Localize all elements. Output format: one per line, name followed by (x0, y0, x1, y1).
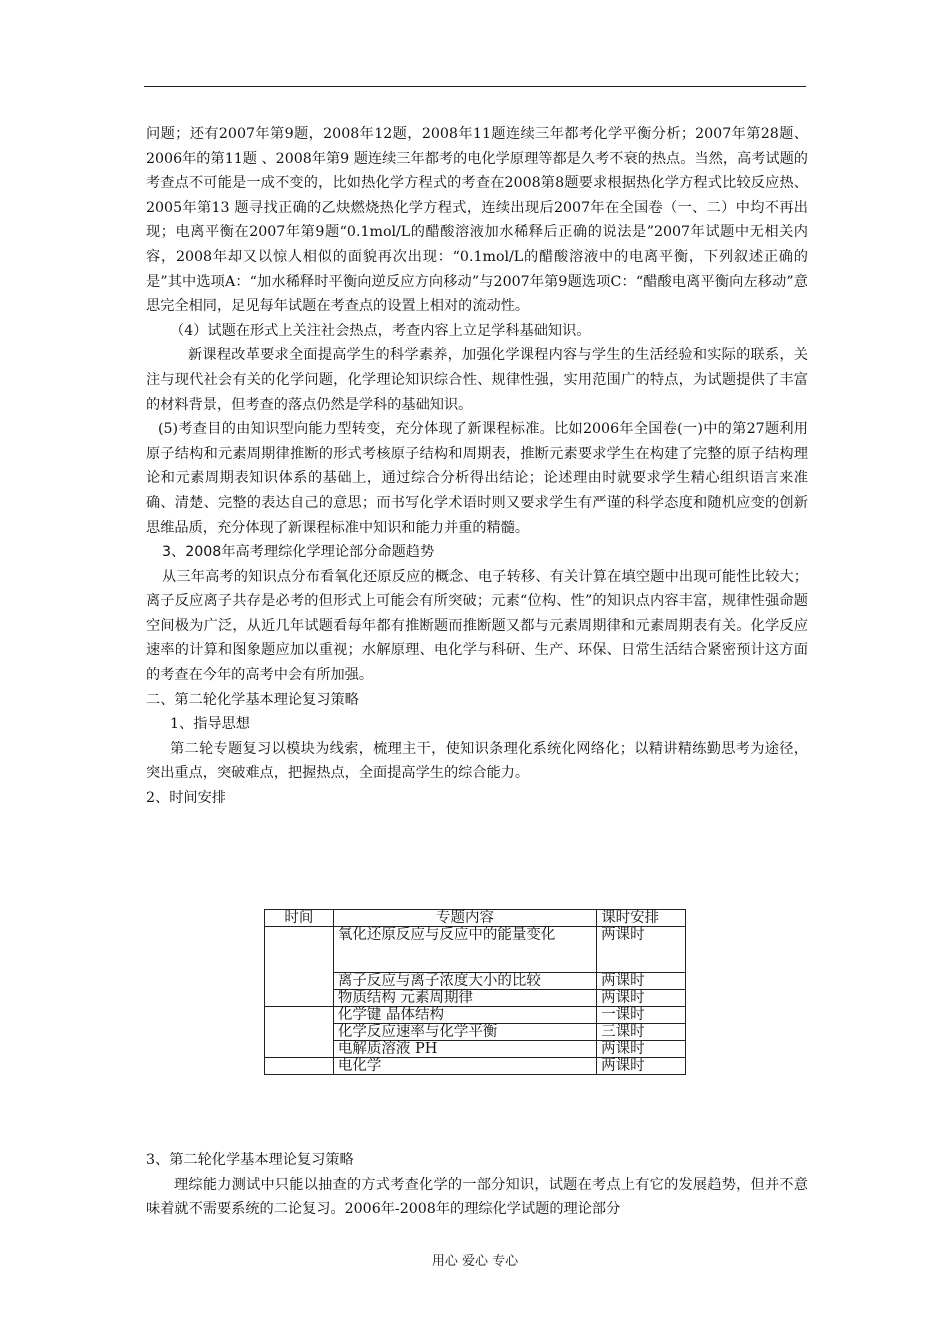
hours-cell: 三课时 (597, 1024, 686, 1041)
topic-cell: 离子反应与离子浓度大小的比较 (333, 973, 596, 990)
topic-cell: 化学键 晶体结构 (333, 1007, 596, 1024)
trend-body: 从三年高考的知识点分布看氧化还原反应的概念、电子转移、有关计算在填空题中出现可能性比较大；离子反应离子共存是必考的但形式上可能会有所突破；元素“位构、性”的知识点内容丰富，规律性强命题空间极为广泛，从近几年试题看每年都有推断题而推断题又都与元素周期律和元素周期表有关。化学反应速率的计算和图象题应加以重视；水解原理、电化学与科研、生产、环保、日常生活结合紧密预计这方面的考查在今年的高考中会有所加强。 (146, 568, 808, 684)
guiding-idea-body: 第二轮专题复习以模块为线索，梳理主干，使知识条理化系统化网络化；以精讲精练勤思考为途径，突出重点，突破难点，把握热点，全面提高学生的综合能力。 (146, 740, 808, 782)
section-3 (146, 1148, 808, 1222)
topic-cell: 电化学 (333, 1058, 596, 1075)
trend-heading: 3、2008年高考理综化学理论部分命题趋势 (162, 544, 435, 561)
time-cell (265, 927, 334, 1007)
topic-cell: 化学反应速率与化学平衡 (333, 1024, 596, 1041)
section-3-body: 理综能力测试中只能以抽查的方式考查化学的一部分知识，试题在考点上有它的发展趋势，但并不意味着就不需要系统的二论复习。2006年-2008年的理综化学试题的理论部分 (146, 1176, 808, 1218)
point-4-heading: （4）试题在形式上关注社会热点，考查内容上立足学科基础知识。 (170, 322, 591, 339)
hours-cell: 两课时 (597, 1058, 686, 1075)
guiding-idea-heading: 1、指导思想 (170, 716, 250, 733)
schedule-table (264, 909, 686, 1075)
point-4-body: 新课程改革要求全面提高学生的科学素养，加强化学课程内容与学生的生活经验和实际的联系，关注与现代社会有关的化学问题，化学理论知识综合性、规律性强，实用范围广的特点，为试题提供了丰富的材料背景，但考查的落点仍然是学科的基础知识。 (146, 347, 808, 413)
hours-cell: 两课时 (597, 927, 686, 973)
header-hours: 课时安排 (597, 910, 686, 927)
table-row (265, 1007, 686, 1024)
time-cell (265, 1007, 334, 1058)
header-rule (144, 86, 806, 87)
topic-cell: 物质结构 元素周期律 (333, 990, 596, 1007)
schedule-heading: 2、时间安排 (146, 790, 226, 807)
table-header-row (265, 910, 686, 927)
document-body (146, 122, 808, 811)
hours-cell: 两课时 (597, 990, 686, 1007)
hours-cell: 两课时 (597, 973, 686, 990)
page-footer: 用心 爱心 专心 (431, 1254, 519, 1269)
paragraph-continuation: 问题；还有2007年第9题，2008年12题，2008年11题连续三年都考化学平衡分析；2007年第28题、2006年的第11题 、2008年第9 题连续三年都考的电化学原理等都是久考不衰的热点。当然，高考试题的考查点不可能是一成不变的，比如热化学方程式的考查在2008第8题要求根据热化学方程式比较反应热、2005年第13 题寻找正确的乙炔燃烧热化学方程式，连续出现后2007年在全国卷（一、二）中均不再出现；电离平衡在2007年第9题“0.1mol/L的醋酸溶液加水稀释后正确的说法是”2007年试题中无相关内容，2008年却又以惊人相似的面貌再次出现：“0.1mol/L的醋酸溶液中的电离平衡，下列叙述正确的是”其中选项A：“加水稀释时平衡向逆反应方向移动”与2007年第9题选项C：“醋酸电离平衡向左移动”意思完全相同，足见每年试题在考查点的设置上相对的流动性。 (146, 126, 808, 315)
section-3-heading: 3、第二轮化学基本理论复习策略 (146, 1152, 354, 1168)
topic-cell: 电解质溶液 PH (333, 1041, 596, 1058)
table-row (265, 927, 686, 973)
table-row (265, 1058, 686, 1075)
hours-cell: 一课时 (597, 1007, 686, 1024)
header-time: 时间 (265, 910, 334, 927)
point-5-paragraph: (5)考查目的由知识型向能力型转变，充分体现了新课程标准。比如2006年全国卷(一)中的第27题利用原子结构和元素周期律推断的形式考核原子结构和周期表，推断元素要求学生在构建了完整的原子结构理论和元素周期表知识体系的基础上，通过综合分析得出结论；论述理由时就要求学生精心组织语言来准确、清楚、完整的表达自己的意思；而书写化学术语时则又要求学生有严谨的科学态度和随机应变的创新思维品质，充分体现了新课程标准中知识和能力并重的精髓。 (146, 421, 808, 536)
hours-cell: 两课时 (597, 1041, 686, 1058)
time-cell (265, 1058, 334, 1075)
section-2-heading: 二、第二轮化学基本理论复习策略 (146, 691, 359, 708)
header-topic: 专题内容 (333, 910, 596, 927)
topic-cell: 氧化还原反应与反应中的能量变化 (333, 927, 596, 973)
